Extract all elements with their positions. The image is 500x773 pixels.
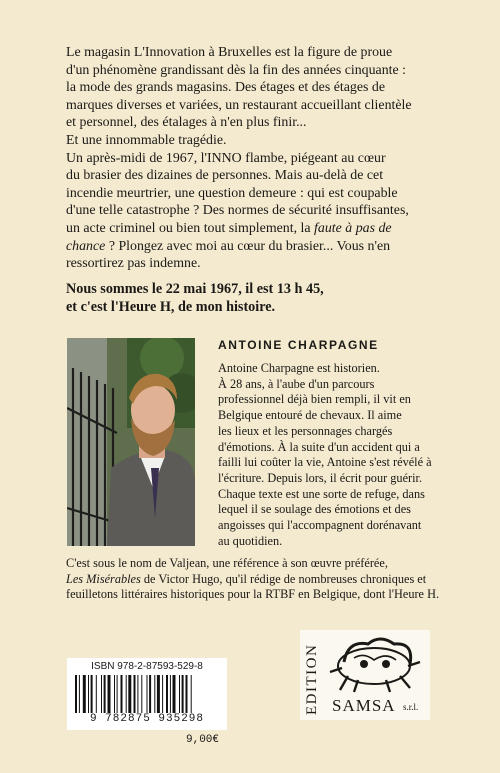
bio-line: lequel il se soulage des émotions et des (218, 502, 411, 517)
bio-line: professionnel déjà bien rempli, il vit en (218, 392, 411, 407)
publisher-creature-illustration (324, 632, 424, 694)
blurb-line: marques diverses et variées, un restaurant accueillant clientèle (66, 97, 412, 113)
barcode-bar (88, 675, 89, 713)
bio-line: les lieux et les personnages chargés (218, 423, 393, 438)
author-photo (67, 338, 195, 546)
barcode-bar (191, 675, 192, 713)
blurb-text: un acte criminel ou bien tout simplement, la (66, 220, 315, 236)
barcode-bar (157, 675, 160, 713)
barcode-bar (101, 675, 102, 713)
hook-line: Nous sommes le 22 mai 1967, il est 13 h 45, (66, 281, 324, 297)
blurb-line: et personnel, des étalages à n'en plus finir... (66, 115, 307, 131)
bio-line: d'émotions. À la suite d'un accident qui a (218, 439, 420, 454)
barcode-bar (91, 675, 93, 713)
bio-line: feuilletons littéraires historiques pour la RTBF en Belgique, dont l'Heure H. (66, 587, 440, 602)
barcode-bar (75, 675, 77, 713)
blurb-line: du brasier des dizaines de personnes. Mais au-delà de cet (66, 168, 384, 184)
barcode-bar (154, 675, 155, 713)
barcode-bar (147, 675, 148, 713)
barcode-bar (179, 675, 180, 713)
publisher-name: SAMSA (332, 696, 396, 715)
barcode-bar (141, 675, 142, 713)
blurb-line: ressortirez pas indemne. (66, 256, 201, 272)
bio-line: au quotidien. (218, 533, 283, 548)
author-bio-continued (66, 556, 450, 603)
author-bio (218, 361, 444, 549)
bio-line: À 28 ans, à l'aube d'un parcours (218, 376, 375, 391)
blurb-italic-phrase: faute à pas de (314, 220, 392, 236)
barcode-bar (182, 675, 184, 713)
blurb-line: Un après-midi de 1967, l'INNO flambe, piégeant au cœur (66, 150, 386, 166)
barcode-bar (173, 675, 176, 713)
isbn-barcode (67, 658, 227, 730)
blurb-italic-phrase: chance (66, 238, 106, 254)
blurb-line: d'une telle catastrophe ? Des normes de sécurité insuffisantes, (66, 203, 409, 219)
barcode-bar (166, 675, 168, 713)
barcode-bar (108, 675, 111, 713)
author-portrait-illustration (67, 338, 195, 546)
price-label: 9,00€ (186, 734, 220, 746)
hook-statement (66, 280, 446, 316)
publisher-suffix: s.r.l. (403, 702, 419, 712)
publisher-edition-text: EDITION (304, 643, 320, 715)
bio-line (66, 572, 450, 588)
blurb-line: Le magasin L'Innovation à Bruxelles est la figure de proue (66, 45, 393, 60)
blurb-line (66, 220, 446, 238)
blurb-line: la mode des grands magasins. Des étages et des étages de (66, 80, 385, 96)
barcode-bar (117, 675, 118, 713)
barcode-bar (79, 675, 80, 713)
barcode-bar (96, 675, 97, 713)
barcode-bar (162, 675, 163, 713)
back-cover-blurb (66, 44, 446, 273)
blurb-line: Et une innommable tragédie. (66, 132, 227, 148)
barcode-bars (73, 675, 221, 713)
isbn-label: ISBN 978-2-87593-529-8 (91, 661, 203, 672)
barcode-bar (149, 675, 151, 713)
author-name-heading: ANTOINE CHARPAGNE (218, 338, 379, 352)
barcode-bar (186, 675, 188, 713)
hook-line: et c'est l'Heure H, de mon histoire. (66, 299, 276, 315)
bio-line: C'est sous le nom de Valjean, une référence à son œuvre préférée, (66, 556, 388, 570)
bio-text: de Victor Hugo, qu'il rédige de nombreuses chroniques et (140, 571, 427, 586)
bio-line: l'écriture. Depuis lors, il écrit pour guérir. (218, 470, 423, 485)
blurb-text: ? Plongez avec moi au cœur du brasier... Vous n'en (105, 238, 391, 254)
barcode-bar (114, 675, 115, 713)
bio-line: Chaque texte est une sorte de refuge, dans (218, 486, 425, 501)
blurb-line: incendie meurtrier, une question demeure : qui est coupable (66, 185, 398, 201)
barcode-bar (121, 675, 123, 713)
bio-line: angoisses qui l'accompagnent dorénavant (218, 518, 422, 533)
ean-digits: 9 782875 935298 (89, 713, 205, 725)
book-title-reference: Les Misérables (66, 571, 141, 586)
barcode-bar (104, 675, 106, 713)
bio-line: Belgique entouré de chevaux. Il aime (218, 408, 402, 423)
blurb-line (66, 238, 446, 256)
barcode-bar (126, 675, 127, 713)
publisher-logo (300, 630, 430, 720)
barcode-bar (128, 675, 131, 713)
barcode-bar (170, 675, 171, 713)
barcode-bar (83, 675, 86, 713)
barcode-bar (134, 675, 136, 713)
bio-line: Antoine Charpagne est historien. (218, 361, 380, 375)
barcode-bar (137, 675, 138, 713)
bio-line: failli lui coûter la vie, Antoine s'est révélé à (218, 455, 432, 470)
blurb-line: d'un phénomène grandissant dès la fin des années cinquante : (66, 62, 407, 78)
